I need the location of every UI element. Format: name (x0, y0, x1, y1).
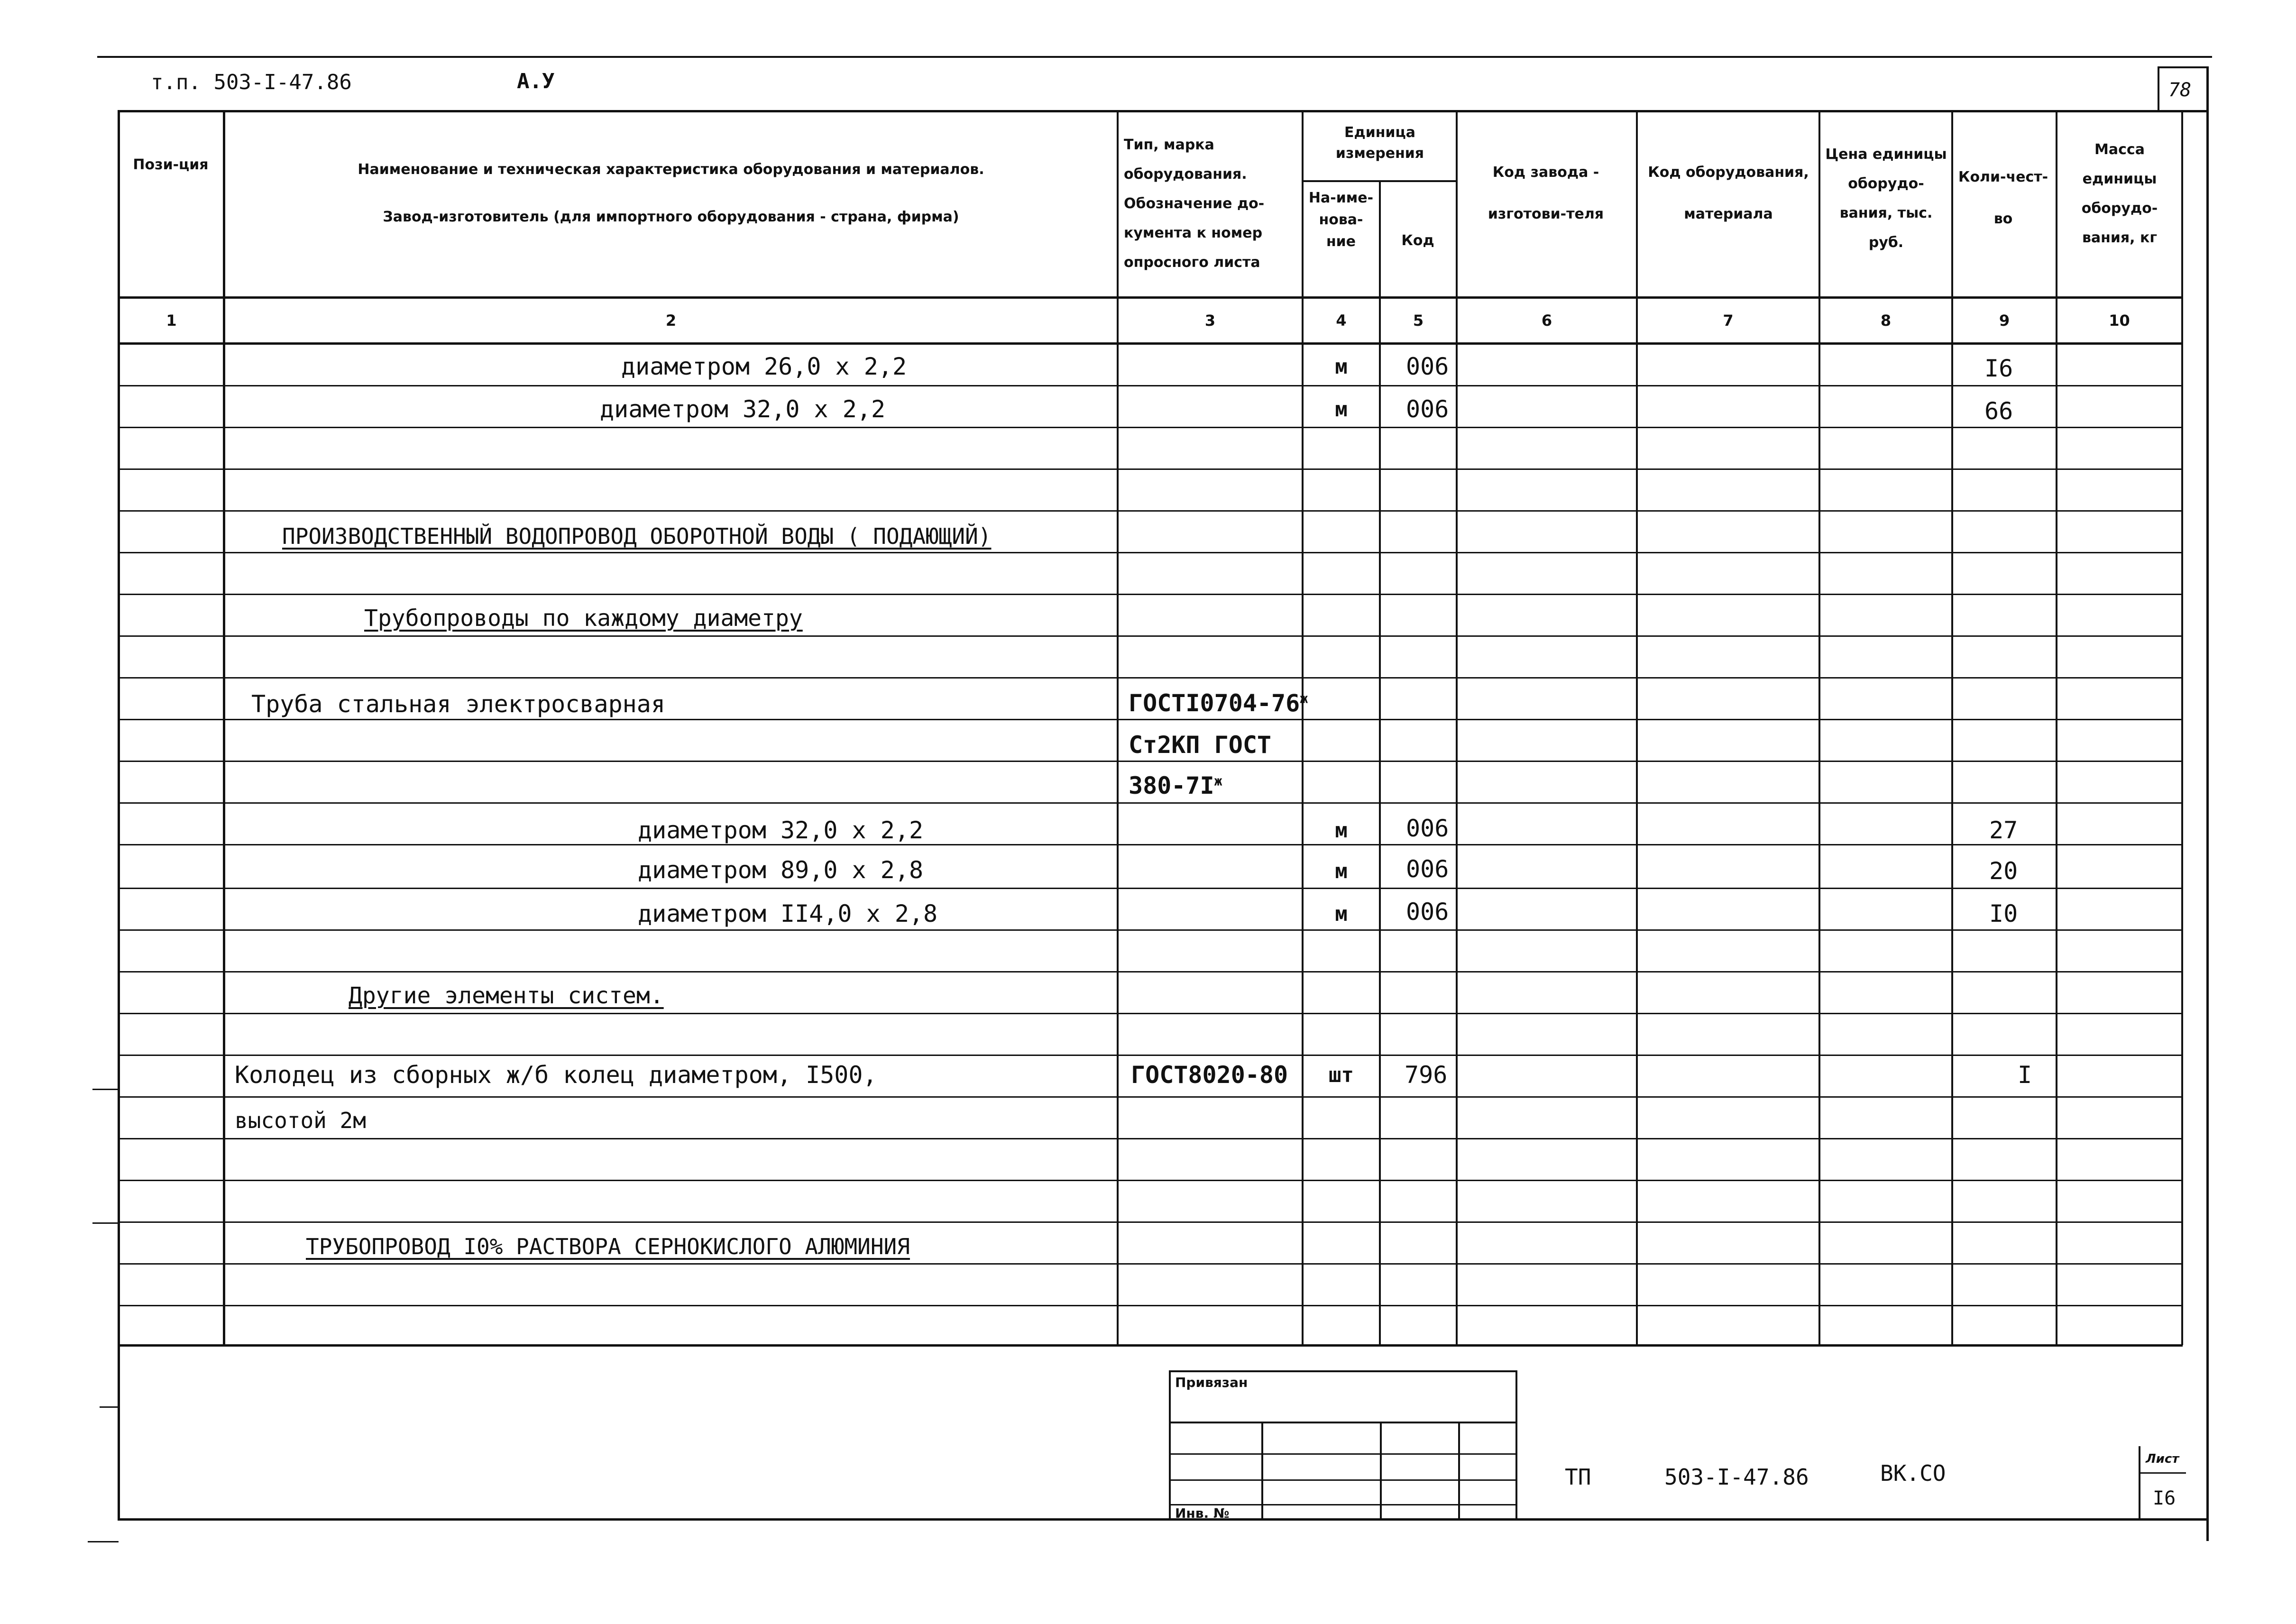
row-line (118, 719, 2183, 720)
row-type: ГОСТ8020-80 (1131, 1061, 1288, 1089)
row-unit: м (1335, 355, 1348, 379)
row-type (1129, 774, 1222, 798)
section-title: ТРУБОПРОВОД I0% РАСТВОРА СЕРНОКИСЛОГО АЛЮМИНИЯ (306, 1234, 910, 1259)
row-name: диаметром 26,0 х 2,2 (621, 353, 907, 380)
col-number-9: 9 (1999, 312, 2010, 330)
row-qty: 66 (1984, 397, 2013, 425)
row-line (118, 1263, 2183, 1265)
subsection-title: Трубопроводы по каждому диаметру (364, 605, 803, 632)
stamp-privyazan: Привязан (1175, 1375, 1248, 1390)
col-line-9 (2056, 110, 2057, 1345)
row-unit: м (1335, 397, 1348, 422)
row-name: Труба стальная электросварная (251, 690, 665, 718)
row-name: диаметром II4,0 х 2,8 (638, 900, 938, 927)
col-header-quantity: Коли-чест-во (1958, 169, 2048, 227)
row-code: 006 (1406, 815, 1449, 842)
stamp-doc-no: 503-I-47.86 (1664, 1464, 1809, 1490)
row-type: Ст2КП ГОСТ (1129, 731, 1272, 759)
row-name: Колодец из сборных ж/б колец диаметром, I500, (235, 1061, 877, 1089)
stamp-vline (1458, 1422, 1460, 1519)
row-line (118, 1138, 2183, 1139)
frame-bottom-line (118, 1518, 2206, 1521)
stamp-box-left (1169, 1370, 1171, 1520)
stamp-box-right (1515, 1370, 1517, 1520)
col-number-3: 3 (1204, 312, 1216, 330)
col-line-1 (223, 110, 225, 1345)
col-number-7: 7 (1723, 312, 1734, 330)
stamp-line (1169, 1422, 1517, 1423)
row-line (118, 802, 2183, 804)
row-line (118, 1180, 2183, 1181)
sheet-box-left (2139, 1446, 2140, 1520)
row-line (118, 761, 2183, 762)
table-right-line (2181, 110, 2183, 1345)
row-code: 006 (1406, 395, 1449, 423)
top-rule (97, 56, 2212, 58)
binding-tick (88, 1541, 119, 1542)
frame-right-line (2206, 66, 2209, 1541)
row-qty: 27 (1989, 817, 2018, 844)
stamp-sheet-label: Лист (2146, 1452, 2179, 1466)
col-line-2 (1117, 110, 1119, 1345)
stamp-vline (1261, 1422, 1263, 1519)
row-type-mark: ж (1300, 690, 1308, 706)
row-type-text: ГОСТI0704-76 (1129, 689, 1300, 717)
row-line (118, 888, 2183, 889)
col-number-10: 10 (2109, 312, 2130, 330)
stamp-mark: ВК.СО (1880, 1460, 1946, 1486)
row-line (118, 971, 2183, 973)
col-header-type: Тип, марка оборудования. Обозначение до-кумента к номер опросного листа (1124, 137, 1265, 271)
colnum-bottom-line (118, 342, 2183, 345)
subsection-title: Другие элементы систем. (349, 982, 664, 1009)
row-qty: I0 (1989, 900, 2018, 927)
page-number-box-left (2158, 66, 2159, 111)
stamp-inv-no: Инв. № (1175, 1505, 1230, 1521)
table-bottom-line (118, 1344, 2183, 1347)
row-type-mark: ж (1214, 773, 1222, 789)
row-code: 796 (1405, 1061, 1448, 1089)
row-name: диаметром 89,0 х 2,8 (638, 856, 924, 884)
section-title: ПРОИЗВОДСТВЕННЫЙ ВОДОПРОВОД ОБОРОТНОЙ ВОДЫ ( ПОДАЮЩИЙ) (282, 523, 992, 549)
row-line (118, 1096, 2183, 1098)
col-header-name: Наименование и техническая характеристика оборудования и материалов. (358, 161, 984, 178)
col-header-factory-code: Код завода - изготови-теля (1488, 164, 1604, 222)
col-header-unit-name: На-име-нова-ние (1308, 190, 1374, 250)
stamp-tp: ТП (1565, 1464, 1591, 1490)
stamp-sheet-number: I6 (2153, 1487, 2176, 1509)
binding-tick (100, 1406, 119, 1408)
row-qty: 20 (1989, 857, 2018, 885)
row-line (118, 1055, 2183, 1056)
binding-tick (92, 1222, 119, 1224)
row-name: высотой 2м (235, 1108, 366, 1133)
row-type (1129, 691, 1308, 715)
row-line (118, 844, 2183, 845)
stamp-line (1169, 1479, 1517, 1481)
row-line (118, 385, 2183, 386)
col-line-7 (1818, 110, 1820, 1345)
row-code: 006 (1406, 855, 1449, 883)
col-header-mass: Масса единицы оборудо-вания, кг (2081, 141, 2158, 246)
row-unit: м (1335, 902, 1348, 926)
page-number: 78 (2168, 79, 2192, 101)
row-code: 006 (1406, 898, 1449, 926)
binding-tick (92, 1089, 119, 1090)
col-header-manufacturer: Завод-изготовитель (для импортного оборудования - страна, фирма) (383, 209, 959, 225)
col-line-4 (1379, 180, 1381, 1344)
row-unit: шт (1329, 1063, 1354, 1087)
stamp-box-top (1169, 1370, 1517, 1372)
row-name: диаметром 32,0 х 2,2 (638, 817, 924, 844)
row-unit: м (1335, 818, 1348, 843)
row-qty: I6 (1984, 355, 2013, 382)
row-line (118, 427, 2183, 428)
row-unit: м (1335, 859, 1348, 883)
stamp-vline (1380, 1422, 1382, 1519)
row-line (118, 1013, 2183, 1014)
row-line (118, 929, 2183, 931)
col-number-1: 1 (166, 312, 177, 330)
col-number-4: 4 (1336, 312, 1347, 330)
sheet-box-divider (2139, 1472, 2186, 1474)
col-line-3 (1302, 110, 1304, 1345)
unit-group-line (1302, 180, 1457, 182)
row-qty: I (2018, 1061, 2032, 1089)
album-number: А.У (517, 69, 555, 93)
row-line (118, 594, 2183, 595)
col-line-6 (1636, 110, 1638, 1345)
col-number-2: 2 (665, 312, 677, 330)
col-header-unit-group: Единица измерения (1335, 124, 1424, 162)
row-code: 006 (1406, 353, 1449, 380)
row-line (118, 635, 2183, 637)
row-line (118, 1305, 2183, 1306)
stamp-line (1169, 1453, 1517, 1455)
col-header-position: Пози-ция (133, 156, 209, 173)
col-header-unit-code: Код (1401, 232, 1434, 249)
frame-top-line (118, 110, 2206, 112)
col-number-8: 8 (1880, 312, 1892, 330)
row-line (118, 552, 2183, 553)
page-number-box-top (2158, 66, 2208, 68)
col-line-5 (1456, 110, 1458, 1345)
col-number-6: 6 (1541, 312, 1552, 330)
col-header-price: Цена единицы оборудо-вания, тыс. руб. (1825, 146, 1947, 251)
col-line-8 (1951, 110, 1953, 1345)
col-header-equipment-code: Код оборудования, материала (1648, 164, 1809, 222)
col-number-5: 5 (1413, 312, 1424, 330)
row-line (118, 510, 2183, 512)
row-type-text: 380-7I (1129, 772, 1214, 799)
row-line (118, 1221, 2183, 1223)
series-number: т.п. 503-I-47.86 (151, 70, 352, 94)
row-line (118, 677, 2183, 679)
header-bottom-line (118, 296, 2183, 299)
row-line (118, 468, 2183, 470)
row-name: диаметром 32,0 х 2,2 (600, 395, 886, 423)
